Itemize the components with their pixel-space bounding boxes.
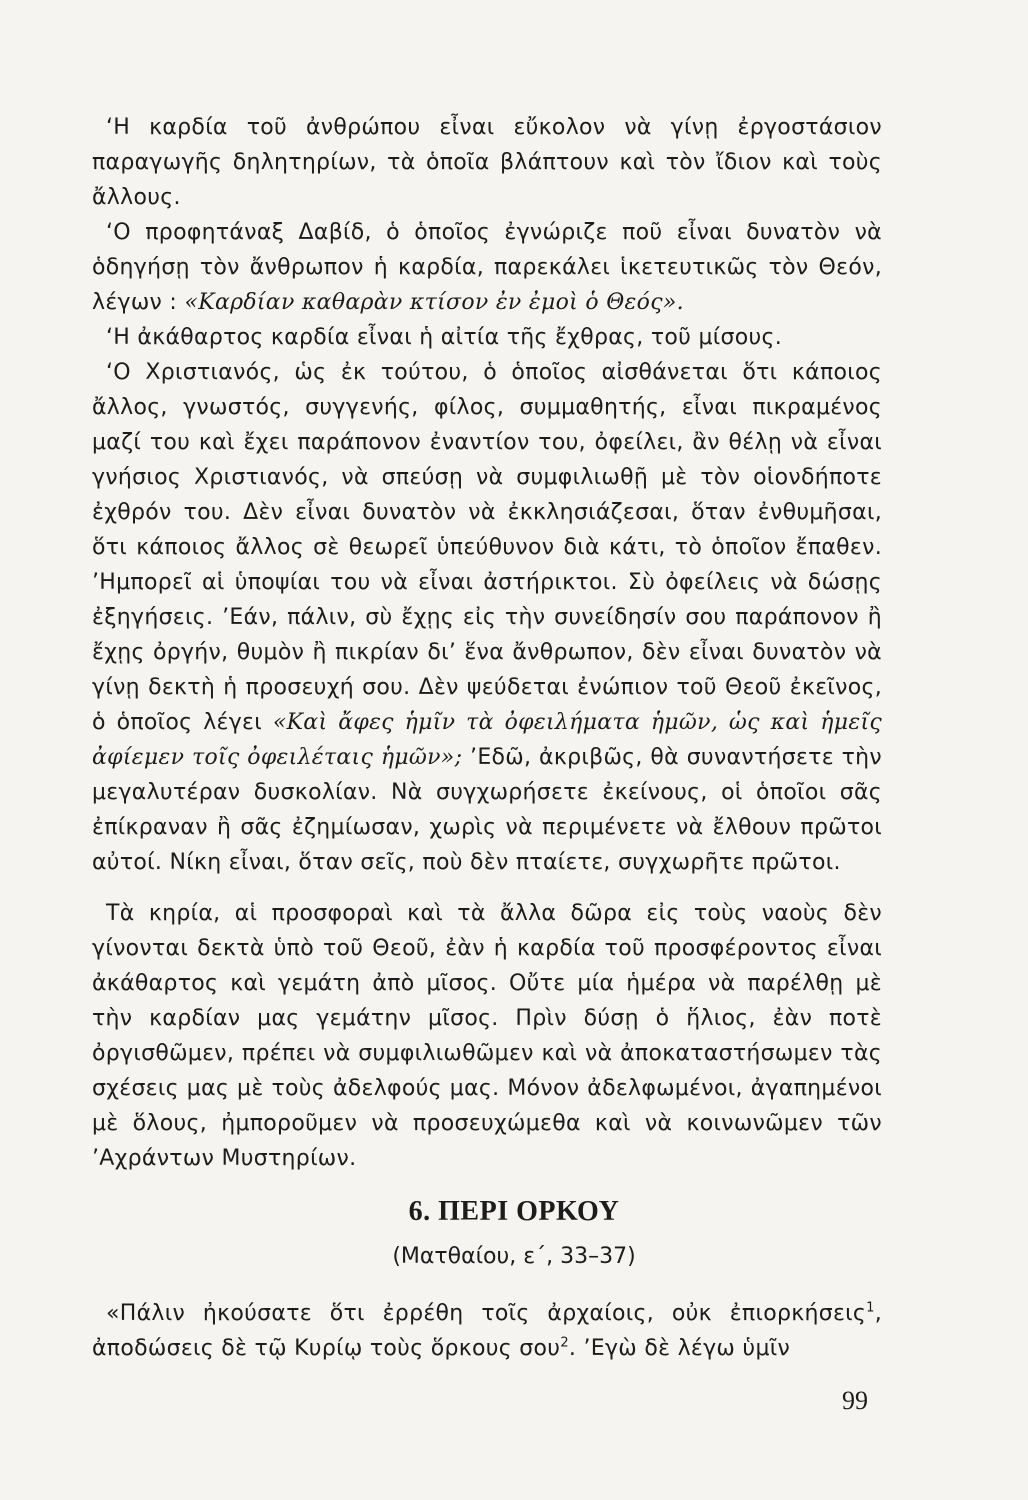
paragraph-2-text: ‘Ο προφητάναξ Δαβίδ, ὁ ὁποῖος ἐγνώριζε ποῦ εἶναι δυνατὸν νὰ ὁδηγήσῃ τὸν ἄνθρωπον ἡ καρδία, παρεκάλει ἱκετευτικῶς τὸν Θεόν, λέγων :: [92, 220, 882, 315]
section-opening-paragraph: [92, 1296, 882, 1366]
footnote-1-marker: 1: [866, 1300, 875, 1316]
paragraph-2: [92, 215, 882, 320]
paragraph-4: [92, 355, 882, 880]
paragraph-4-text: ‘Ο Χριστιανός, ὡς ἐκ τούτου, ὁ ὁποῖος αἰσθάνεται ὅτι κάποιος ἄλλος, γνωστός, συγγενής, φίλος, συμμαθητής, εἶναι πικραμένος μαζί του καὶ ἔχει παράπονον ἐναντίον του, ὀφείλει, ἂν θέλῃ νὰ εἶναι γνήσιος Χριστιανός, νὰ σπεύσῃ νὰ συμφιλιωθῇ μὲ τὸν οἱονδήποτε ἐχθρόν του. Δὲν εἶναι δυνατὸν νὰ ἐκκλησιάζεσαι, ὅταν ἐνθυμῆσαι, ὅτι κάποιος ἄλλος σὲ θεωρεῖ ὑπεύθυνον διὰ κάτι, τὸ ὁποῖον ἔπαθεν. ’Ημπορεῖ αἱ ὑποψίαι του νὰ εἶναι ἀστήρικτοι. Σὺ ὀφείλεις νὰ δώσῃς ἐξηγήσεις. ’Εάν, πάλιν, σὺ ἔχῃς εἰς τὴν συνείδησίν σου παράπονον ἢ ἔχῃς ὀργήν, θυμὸν ἢ πικρίαν δι’ ἕνα ἄνθρωπον, δὲν εἶναι δυνατὸν νὰ γίνῃ δεκτὴ ἡ προσευχή σου. Δὲν ψεύδεται ἐνώπιον τοῦ Θεοῦ ἐκεῖνος, ὁ ὁποῖος λέγει: [92, 360, 882, 735]
section-reference: (Ματθαίου, ε΄, 33–37): [392, 1244, 636, 1269]
footnote-2-marker: 2: [560, 1335, 569, 1351]
paragraph-3: ‘Η ἀκάθαρτος καρδία εἶναι ἡ αἰτία τῆς ἔχθρας, τοῦ μίσους.: [106, 325, 783, 350]
section-opening: «Πάλιν ἠκούσατε ὅτι ἐρρέθη τοῖς ἀρχαίοις, οὐκ ἐπιορκήσεις: [106, 1301, 867, 1326]
main-text: [92, 110, 882, 880]
paragraph-4-continued: ’Εδῶ, ἀκριβῶς, θὰ συναντήσετε τὴν μεγαλυτέραν δυσκολίαν. Νὰ συγχωρήσετε ἐκείνους, οἱ ὁποῖοι σᾶς ἐπίκραναν ἢ σᾶς ἐζημίωσαν, χωρὶς νὰ περιμένετε νὰ ἔλθουν πρῶτοι αὐτοί. Νίκη εἶναι, ὅταν σεῖς, ποὺ δὲν πταίετε, συγχωρῆτε πρῶτοι.: [92, 745, 883, 875]
quote-lords-prayer: «Καὶ ἄφες ἡμῖν τὰ ὀφειλήματα ἡμῶν, ὡς καὶ ἡμεῖς ἀφίεμεν τοῖς ὀφειλέταις ἡμῶν»;: [92, 710, 882, 770]
section-closing: . ’Εγὼ δὲ λέγω ὑμῖν: [568, 1336, 791, 1361]
paragraph-1: ‘Η καρδία τοῦ ἀνθρώπου εἶναι εὔκολον νὰ γίνῃ ἐργοστάσιον παραγωγῆς δηλητηρίων, τὰ ὁποῖα βλάπτουν καὶ τὸν ἴδιον καὶ τοὺς ἄλλους.: [92, 115, 882, 210]
section-text: [92, 1296, 882, 1366]
section-middle: , ἀποδώσεις δὲ τῷ Κυρίῳ τοὺς ὅρκους σου: [92, 1301, 882, 1361]
section-title: 6. ΠΕΡΙ ΟΡΚΟΥ: [408, 1196, 620, 1227]
paragraph-5: Τὰ κηρία, αἱ προσφοραὶ καὶ τὰ ἄλλα δῶρα εἰς τοὺς ναοὺς δὲν γίνονται δεκτὰ ὑπὸ τοῦ Θεοῦ, ἐὰν ἡ καρδία τοῦ προσφέροντος εἶναι ἀκάθαρτος καὶ γεμάτη ἀπὸ μῖσος. Οὔτε μία ἡμέρα νὰ παρέλθῃ μὲ τὴν καρδίαν μας γεμάτην μῖσος. Πρὶν δύσῃ ὁ ἥλιος, ἐὰν ποτὲ ὀργισθῶμεν, πρέπει νὰ συμφιλιωθῶμεν καὶ νὰ ἀποκαταστήσωμεν τὰς σχέσεις μας μὲ τοὺς ἀδελφούς μας. Μόνον ἀδελφωμένοι, ἀγαπημένοι μὲ ὅλους, ἠμποροῦμεν νὰ προσευχώμεθα καὶ νὰ κοινωνῶμεν τῶν ’Αχράντων Μυστηρίων.: [92, 901, 882, 1171]
page-number: 99: [842, 1386, 868, 1415]
second-text: [92, 896, 882, 1176]
quote-david: «Καρδίαν καθαρὰν κτίσον ἐν ἐμοὶ ὁ Θεός».: [184, 290, 684, 315]
